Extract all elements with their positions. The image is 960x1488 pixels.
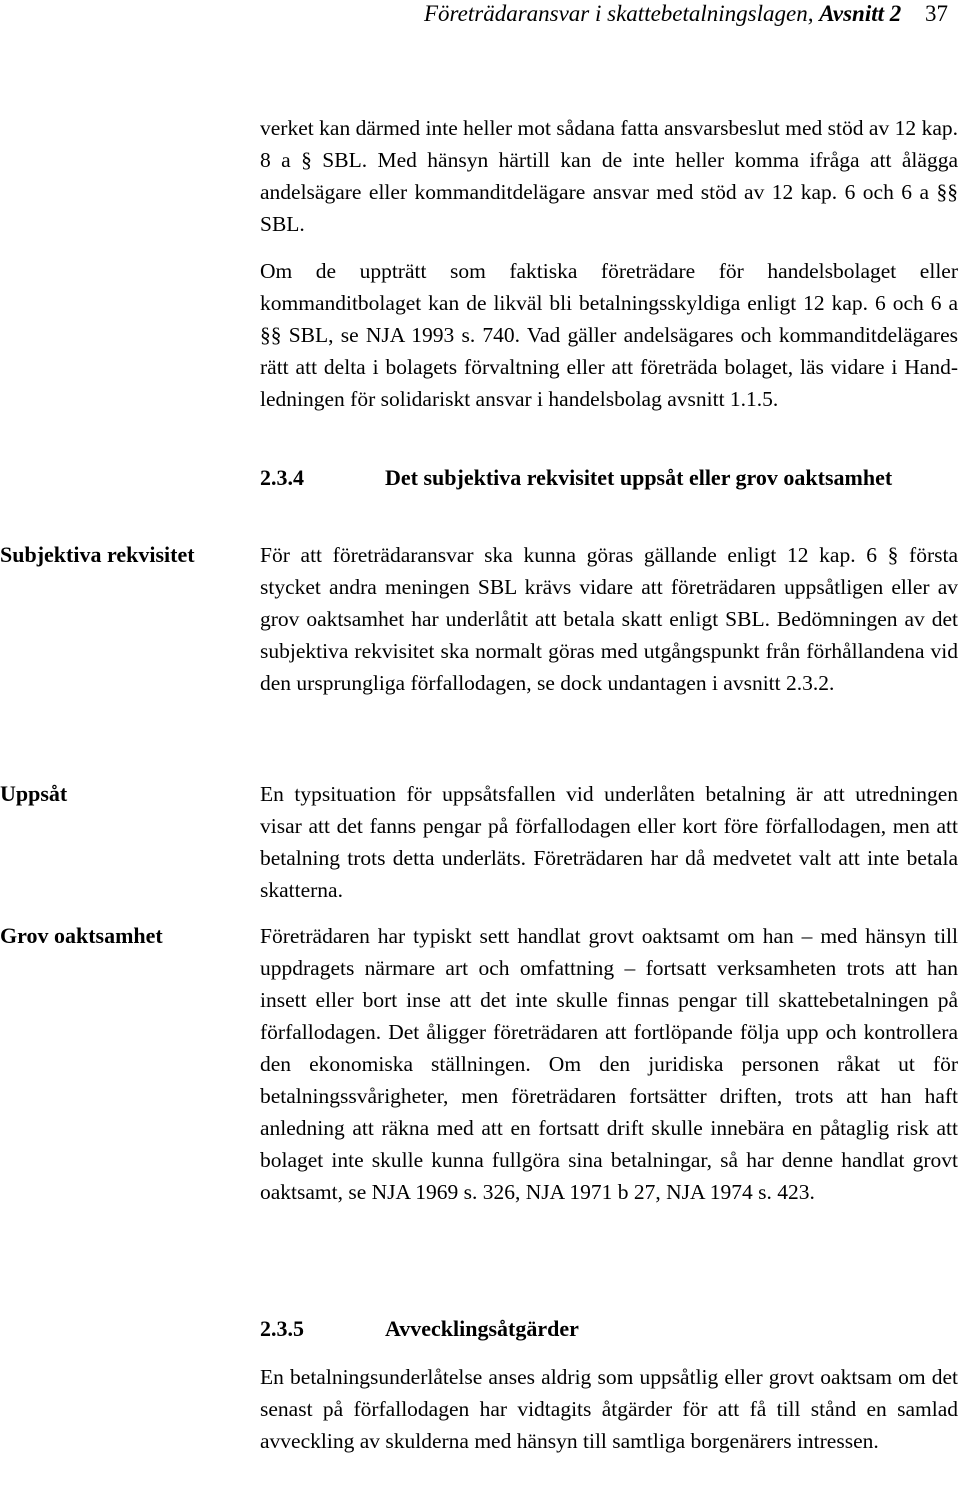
paragraph-intro: verket kan därmed inte heller mot sådana fatta ansvarsbeslut med stöd av 12 kap. 8 a § SBL. Med hänsyn härtill kan de inte heller komma ifråga att ålägga andelsägare eller kommanditdelägare ansvar med stöd av 12 kap. 6 och 6 a §§ SBL.	[260, 116, 958, 236]
header-section: Avsnitt 2	[819, 1, 902, 26]
paragraph-grov: Företrädaren har typiskt sett handlat grovt oaktsamt om han – med hänsyn till uppdragets närmare art och omfattning – fortsatt verksamheten trots att han insett eller bort inse att det inte skulle finnas pengar till skattebetalningen på förfallodagen. Det åligger företrädaren att fortlöpande följa upp och kontrollera den ekonomiska ställningen. Om den juridiska personen råkat ut för betalningssvårigheter, men företrädaren fortsätter driften, trots att han haft anledning att räkna med att en fortsatt drift skulle innebära en påtaglig risk att bolaget inte skulle kunna fullgöra sina betalningar, så har denne handlat grovt oaktsamt, se NJA 1969 s. 326, NJA 1971 b 27, NJA 1974 s. 423.	[260, 924, 958, 1204]
margin-label-subjektiva: Subjektiva rekvisitet	[0, 542, 195, 567]
section-number: 2.3.5	[260, 1316, 304, 1341]
paragraph-uppsat: En typsituation för uppsåtsfallen vid underlåten betalning är att utredningen visar att det fanns pengar på förfallodagen eller kort före förfallodagen, men att betalning trots detta underläts. Företrädaren har då medvetet valt att inte betala skatterna.	[260, 782, 958, 902]
header-running-title: Företrädaransvar i skattebetalningslagen,	[424, 1, 814, 26]
margin-label-grov: Grov oaktsamhet	[0, 923, 163, 948]
margin-label-uppsat: Uppsåt	[0, 781, 68, 806]
section-heading-2-3-4	[260, 462, 958, 494]
paragraph-avveckling: En betalningsunderlåtelse anses aldrig som uppsåtlig eller grovt oaktsam om det senast på förfallodagen har vidtagits åtgärder för att få till stånd en samlad avveckling av skulderna med hänsyn till samtliga borgenärers intressen.	[260, 1365, 958, 1453]
page-number: 37	[925, 1, 948, 26]
running-header	[424, 0, 948, 28]
section-title: Avvecklingsåtgärder	[385, 1316, 579, 1341]
paragraph-faktiska-foretradare: Om de uppträtt som faktiska företrädare för handelsbolaget eller kommanditbolaget kan de likväl bli betalningsskyldiga enligt 12 kap. 6 och 6 a §§ SBL, se NJA 1993 s. 740. Vad gäller andelsägares och kommanditdelägares rätt att delta i bolagets förvaltning eller att företräda bolaget, läs vidare i Handledningen för solidariskt ansvar i handelsbolag avsnitt 1.1.5.	[260, 259, 958, 411]
paragraph-subjektiva: För att företrädaransvar ska kunna göras gällande enligt 12 kap. 6 § första stycket andra meningen SBL krävs vidare att företrädaren uppsåtligen eller av grov oaktsamhet har underlåtit att betala skatt enligt SBL. Bedömningen av det subjektiva rekvisitet ska normalt göras med utgångspunkt från förhållandena vid den ursprungliga förfallodagen, se dock undantagen i avsnitt 2.3.2.	[260, 543, 958, 695]
section-number: 2.3.4	[260, 465, 304, 490]
section-heading-2-3-5	[260, 1313, 958, 1345]
section-title: Det subjektiva rekvisitet uppsåt eller grov oaktsamhet	[385, 465, 893, 490]
